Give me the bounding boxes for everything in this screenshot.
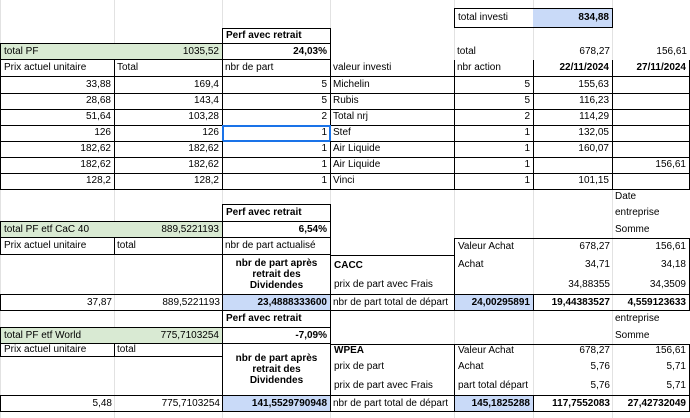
header-nbr[interactable]: nbr de part — [222, 60, 331, 77]
world-achat-2[interactable]: 5,71 — [612, 357, 690, 376]
cell-date-2[interactable] — [612, 77, 690, 94]
cell-date-1[interactable]: 114,29 — [533, 109, 613, 126]
header-nbr-action[interactable]: nbr action — [454, 60, 534, 77]
cell-valeur[interactable]: Rubis — [330, 93, 455, 110]
world-total-cell[interactable]: 775,7103254 — [114, 395, 223, 412]
cell-nbr-action[interactable]: 1 — [454, 157, 534, 174]
cell-prix[interactable]: 28,68 — [0, 93, 115, 110]
cell-nbr-action[interactable]: 5 — [454, 93, 534, 110]
cell-date-2[interactable]: 156,61 — [612, 157, 690, 174]
cell-valeur[interactable]: Air Liquide — [330, 141, 455, 158]
total-label[interactable]: total — [457, 45, 476, 57]
cac-nbr-value[interactable]: 23,4888333600 — [222, 294, 331, 311]
cell-valeur[interactable]: Air Liquide — [330, 157, 455, 174]
cell-date-2[interactable] — [612, 141, 690, 158]
cell-prix[interactable]: 128,2 — [0, 173, 115, 190]
cell-nbr[interactable]: 1 — [222, 173, 331, 190]
cell-nbr-action[interactable]: 5 — [454, 77, 534, 94]
cell-date-1[interactable]: 155,63 — [533, 77, 613, 94]
cell-nbr[interactable]: 1 — [222, 157, 331, 174]
cell-nbr-action[interactable]: 1 — [454, 125, 534, 142]
cell-date-2[interactable] — [612, 173, 690, 190]
cell-total[interactable]: 103,28 — [114, 109, 223, 126]
cac-perf-label[interactable]: Perf avec retrait — [222, 204, 331, 221]
perf-value[interactable]: 24,03% — [222, 43, 331, 60]
cell-date-2[interactable] — [612, 93, 690, 110]
cell-valeur[interactable]: Michelin — [330, 77, 455, 94]
world-part-total-label[interactable]: part total départ — [454, 376, 534, 395]
cac-achat-label[interactable]: Achat — [454, 255, 534, 275]
cell-nbr-action[interactable]: 1 — [454, 141, 534, 158]
cac-nbr-total-label[interactable]: nbr de part total de départ — [330, 294, 455, 311]
cell-total[interactable]: 182,62 — [114, 141, 223, 158]
cac-prix-value[interactable]: 37,87 — [0, 294, 115, 311]
cell-date-1[interactable] — [533, 157, 613, 174]
cell-prix[interactable]: 126 — [0, 125, 115, 142]
cac-frais-1[interactable]: 34,88355 — [568, 278, 610, 290]
cell-nbr[interactable]: 2 — [222, 109, 331, 126]
cac-frais-2[interactable]: 34,3509 — [612, 275, 690, 294]
cac-prix-frais-label[interactable]: prix de part avec Frais — [330, 275, 455, 294]
cell-total[interactable]: 143,4 — [114, 93, 223, 110]
world-valeur-achat-2[interactable]: 156,61 — [612, 344, 690, 357]
cac-total-label[interactable]: total PF etf CaC 40 — [0, 221, 115, 238]
cac-achat-1[interactable]: 34,71 — [584, 259, 610, 270]
cell-date-2[interactable] — [612, 109, 690, 126]
cell-prix[interactable]: 182,62 — [0, 157, 115, 174]
world-nbr-apres-label[interactable]: nbr de part après retrait des Dividendes — [222, 344, 331, 395]
cac-valeur-achat-2[interactable]: 156,61 — [612, 238, 690, 255]
cell-prix[interactable]: 51,64 — [0, 109, 115, 126]
total-pf-label[interactable]: total PF — [0, 43, 115, 60]
cell-valeur[interactable]: Total nrj — [330, 109, 455, 126]
cell-total[interactable]: 126 — [114, 125, 223, 142]
date-label[interactable]: Date — [615, 190, 637, 202]
cell-total[interactable]: 169,4 — [114, 77, 223, 94]
world-frais-1[interactable]: 5,76 — [590, 379, 610, 391]
cell-prix[interactable]: 182,62 — [0, 141, 115, 158]
cell-nbr-action[interactable]: 2 — [454, 109, 534, 126]
world-perf-label[interactable]: Perf avec retrait — [222, 311, 331, 327]
cell-nbr[interactable]: 1 — [222, 125, 331, 142]
world-t1[interactable]: 117,7552083 — [533, 395, 613, 412]
cac-perf-value[interactable]: 6,54% — [222, 221, 331, 238]
cell-date-1[interactable]: 116,23 — [533, 93, 613, 110]
world-header-total[interactable]: total — [114, 344, 223, 357]
cac-header-prix[interactable]: Prix actuel unitaire — [0, 238, 115, 255]
world-prix-value[interactable]: 5,48 — [0, 395, 115, 412]
world-header-prix[interactable]: Prix actuel unitaire — [0, 344, 115, 357]
world-achat-label[interactable]: Achat — [454, 357, 534, 376]
world-t2[interactable]: 27,42732049 — [612, 395, 690, 412]
world-nbr-total-value[interactable]: 145,1825288 — [454, 395, 534, 412]
total-investi-value[interactable]: 834,88 — [533, 8, 613, 28]
world-frais-2[interactable]: 5,71 — [612, 376, 690, 395]
cell-nbr-action[interactable]: 1 — [454, 173, 534, 190]
cac-somme-label[interactable]: Somme — [615, 223, 650, 235]
cac-valeur-achat-label[interactable]: Valeur Achat — [454, 238, 534, 255]
perf-label[interactable]: Perf avec retrait — [222, 28, 331, 43]
world-prix-frais-label[interactable]: prix de part avec Frais — [330, 376, 455, 395]
total-value-2[interactable]: 156,61 — [656, 45, 687, 57]
cac-t1[interactable]: 19,44383527 — [533, 294, 613, 311]
world-ticker[interactable]: WPEA — [330, 344, 455, 357]
header-date-1[interactable]: 22/11/2024 — [533, 60, 613, 77]
cac-empty-cell[interactable] — [454, 275, 534, 294]
cell-date-1[interactable]: 132,05 — [533, 125, 613, 142]
cell-nbr[interactable]: 5 — [222, 93, 331, 110]
world-perf-value[interactable]: -7,09% — [222, 327, 331, 344]
world-valeur-achat-1[interactable]: 678,27 — [533, 344, 613, 357]
cell-date-1[interactable]: 160,07 — [533, 141, 613, 158]
world-total-label[interactable]: total PF etf World — [0, 327, 115, 344]
cell-valeur[interactable]: Stef — [330, 125, 455, 142]
cac-total-cell[interactable]: 889,5221193 — [114, 294, 223, 311]
cell-prix[interactable]: 33,88 — [0, 77, 115, 94]
world-somme-label[interactable]: Somme — [615, 329, 650, 341]
world-entreprise-label[interactable]: entreprise — [615, 313, 660, 324]
cell-date-1[interactable]: 101,15 — [533, 173, 613, 190]
cell-total[interactable]: 182,62 — [114, 157, 223, 174]
cac-header-nbr-actualise[interactable]: nbr de part actualisé — [222, 238, 331, 255]
cac-t2[interactable]: 4,559123633 — [612, 294, 690, 311]
cell-nbr[interactable]: 5 — [222, 77, 331, 94]
world-valeur-achat-label[interactable]: Valeur Achat — [454, 344, 534, 357]
header-total[interactable]: Total — [114, 60, 223, 77]
cac-nbr-apres-label[interactable]: nbr de part après retrait des Dividendes — [222, 255, 331, 294]
cac-nbr-total-value[interactable]: 24,00295891 — [454, 294, 534, 311]
cell-valeur[interactable]: Vinci — [330, 173, 455, 190]
world-nbr-total-label[interactable]: nbr de part total de départ — [330, 395, 455, 412]
world-achat-1[interactable]: 5,76 — [590, 360, 610, 372]
cac-total-value[interactable]: 889,5221193 — [114, 221, 223, 238]
total-pf-value[interactable]: 1035,52 — [114, 43, 223, 60]
world-prix-part-label[interactable]: prix de part — [330, 357, 455, 376]
total-investi-label[interactable]: total investi — [454, 8, 534, 28]
world-nbr-value[interactable]: 141,5529790948 — [222, 395, 331, 412]
cac-header-total[interactable]: total — [114, 238, 223, 255]
cell-date-2[interactable] — [612, 125, 690, 142]
total-value[interactable]: 678,27 — [579, 45, 610, 57]
cell-total[interactable]: 128,2 — [114, 173, 223, 190]
world-total-value[interactable]: 775,7103254 — [114, 327, 223, 344]
cac-ticker[interactable]: CACC — [330, 255, 455, 275]
header-prix[interactable]: Prix actuel unitaire — [0, 60, 115, 77]
header-date-2[interactable]: 27/11/2024 — [612, 60, 690, 77]
cac-valeur-achat-1[interactable]: 678,27 — [533, 238, 613, 255]
cell-nbr[interactable]: 1 — [222, 141, 331, 158]
header-valeur[interactable]: valeur investi — [330, 60, 455, 77]
cac-achat-2[interactable]: 34,18 — [612, 255, 690, 275]
cac-entreprise-label[interactable]: entreprise — [615, 206, 660, 218]
